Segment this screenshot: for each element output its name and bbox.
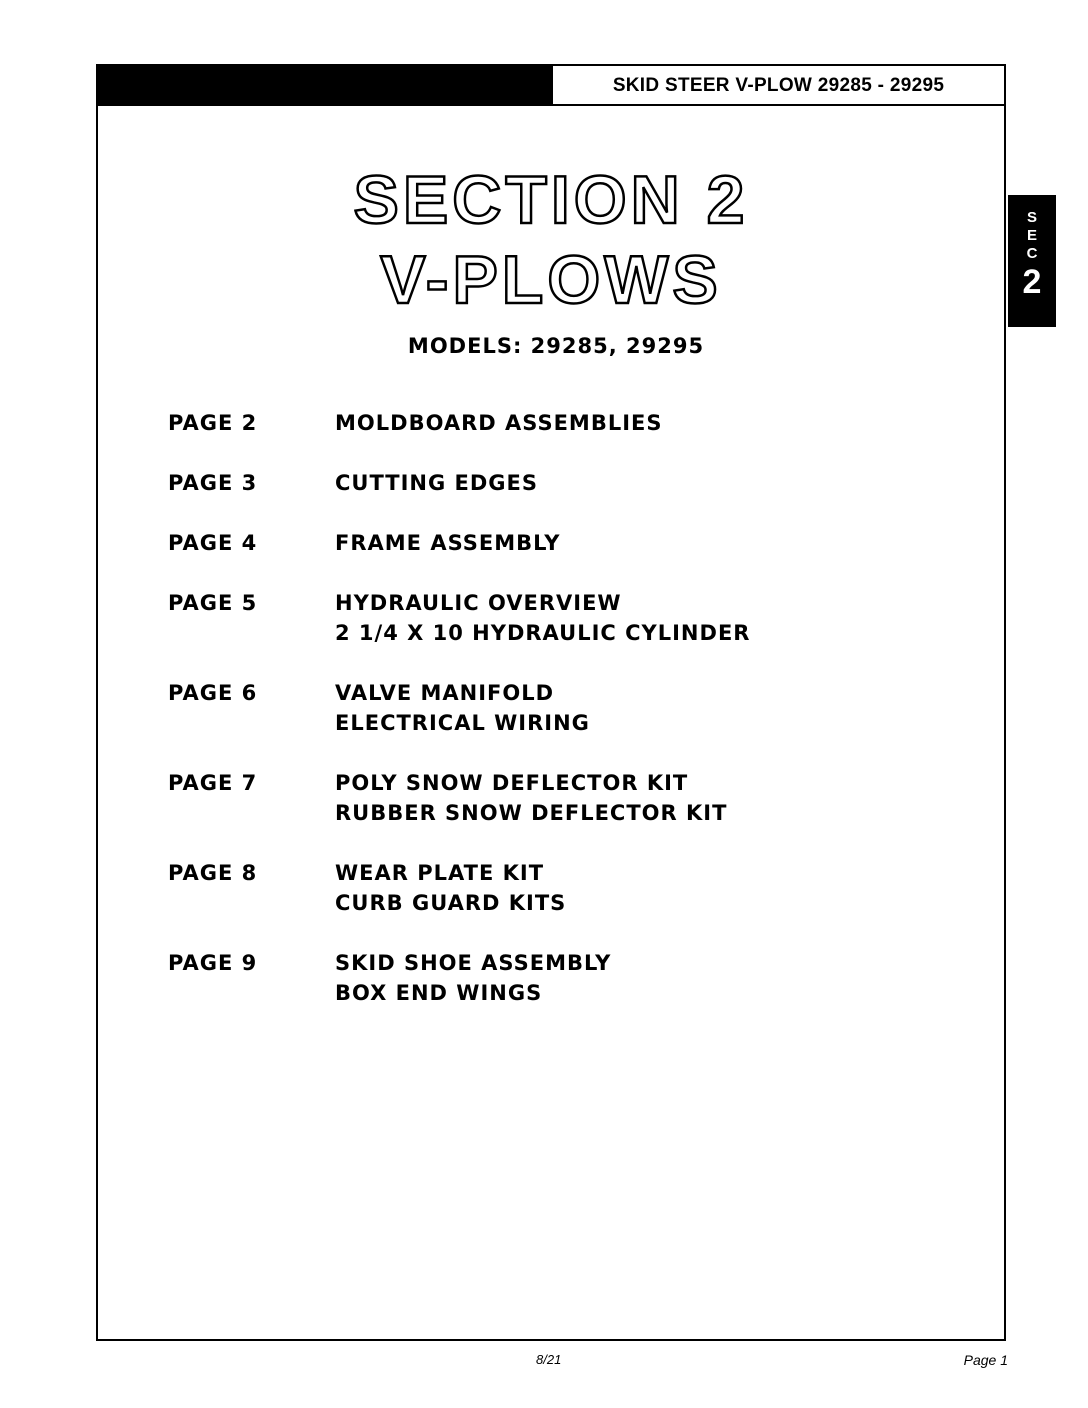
- toc-title: HYDRAULIC OVERVIEW: [335, 591, 622, 615]
- toc-entry: [168, 948, 968, 1008]
- toc-page-number: PAGE 6: [168, 681, 258, 705]
- toc-titles: [335, 408, 663, 438]
- toc-titles: [335, 528, 560, 558]
- toc-page-number: PAGE 2: [168, 411, 258, 435]
- toc-titles: [335, 948, 611, 1008]
- toc-page-number: PAGE 9: [168, 951, 258, 975]
- section-side-tab: [1008, 195, 1056, 327]
- header-title: SKID STEER V-PLOW 29285 - 29295: [553, 66, 1004, 106]
- toc-title: RUBBER SNOW DEFLECTOR KIT: [335, 801, 728, 825]
- side-tab-letters: [1008, 209, 1056, 263]
- toc-title: 2 1/4 X 10 HYDRAULIC CYLINDER: [335, 621, 751, 645]
- section-subtitle: V-PLOWS: [380, 242, 722, 318]
- toc-page-number: PAGE 8: [168, 861, 258, 885]
- toc-page-number: PAGE 7: [168, 771, 258, 795]
- footer-page-number: Page 1: [963, 1352, 1008, 1368]
- toc-title: POLY SNOW DEFLECTOR KIT: [335, 771, 689, 795]
- toc-title: BOX END WINGS: [335, 981, 543, 1005]
- footer-date: 8/21: [536, 1352, 562, 1367]
- toc-entry: [168, 858, 968, 918]
- toc-title: MOLDBOARD ASSEMBLIES: [335, 411, 663, 435]
- toc-title: WEAR PLATE KIT: [335, 861, 545, 885]
- toc-title: VALVE MANIFOLD: [335, 681, 555, 705]
- toc-titles: [335, 468, 538, 498]
- toc-entry: [168, 468, 968, 498]
- toc-title: CUTTING EDGES: [335, 471, 539, 495]
- side-tab-number: 2: [1022, 263, 1042, 301]
- section-title: SECTION 2: [353, 162, 749, 238]
- toc-title: ELECTRICAL WIRING: [335, 711, 590, 735]
- toc-titles: [335, 768, 727, 828]
- models-line: MODELS: 29285, 29295: [407, 334, 705, 358]
- page-frame: [96, 64, 1006, 1341]
- side-tab-letter: C: [1026, 245, 1038, 262]
- toc-title: FRAME ASSEMBLY: [335, 531, 561, 555]
- header-black-bar: [98, 66, 553, 106]
- side-tab-letter: E: [1026, 227, 1037, 244]
- toc-titles: [335, 678, 590, 738]
- table-of-contents: [168, 408, 968, 1038]
- toc-entry: [168, 768, 968, 828]
- toc-entry: [168, 678, 968, 738]
- toc-title: CURB GUARD KITS: [335, 891, 567, 915]
- toc-entry: [168, 528, 968, 558]
- toc-entry: [168, 408, 968, 438]
- toc-page-number: PAGE 3: [168, 471, 258, 495]
- toc-titles: [335, 858, 566, 918]
- toc-entry: [168, 588, 968, 648]
- toc-page-number: PAGE 4: [168, 531, 258, 555]
- toc-title: SKID SHOE ASSEMBLY: [335, 951, 612, 975]
- toc-page-number: PAGE 5: [168, 591, 258, 615]
- side-tab-letter: S: [1026, 209, 1037, 226]
- toc-titles: [335, 588, 750, 648]
